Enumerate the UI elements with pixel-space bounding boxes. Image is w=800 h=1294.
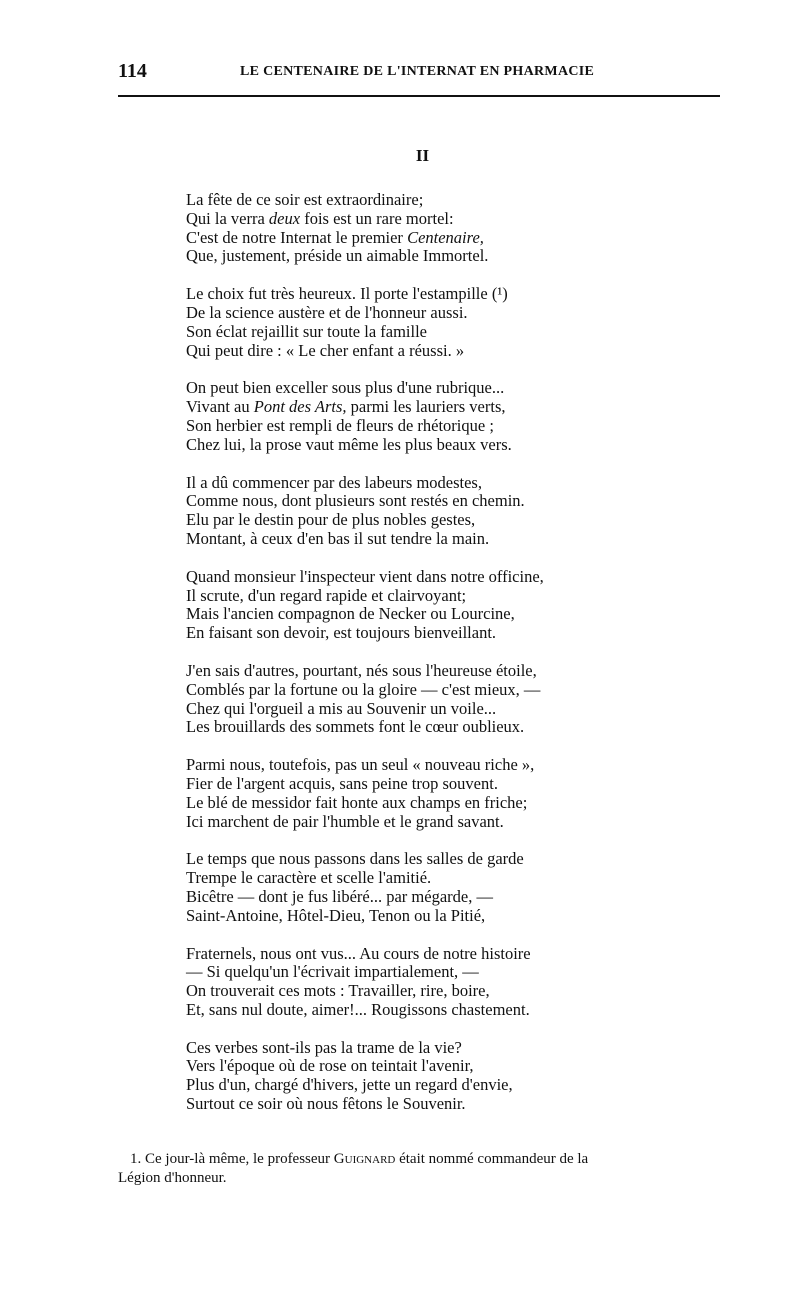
poem-line: Le blé de messidor fait honte aux champs en friche; <box>186 792 528 812</box>
poem-line: Quand monsieur l'inspecteur vient dans notre officine, <box>186 566 544 586</box>
stanza <box>186 191 746 266</box>
poem-line: En faisant son devoir, est toujours bienveillant. <box>186 623 497 643</box>
page-number: 114 <box>118 60 147 82</box>
poem-line: Et, sans nul doute, aimer!... Rougissons chastement. <box>186 999 530 1019</box>
stanza <box>186 756 746 831</box>
stanza <box>186 285 746 360</box>
header-rule <box>118 95 720 97</box>
poem-line: Comblés par la fortune ou la gloire — c'est mieux, — <box>186 679 541 699</box>
poem-line: Son herbier est rempli de fleurs de rhétorique ; <box>186 415 494 435</box>
stanza <box>186 379 746 454</box>
poem-line: Saint-Antoine, Hôtel-Dieu, Tenon ou la Pitié, <box>186 905 486 925</box>
poem-line: Bicêtre — dont je fus libéré... par mégarde, — <box>186 886 493 906</box>
footnote-text-after: était nommé commandeur de la <box>399 1151 589 1167</box>
poem-line: Comme nous, dont plusieurs sont restés en chemin. <box>186 491 525 511</box>
stanza <box>186 1039 746 1114</box>
poem-line: De la science austère et de l'honneur aussi. <box>186 302 468 322</box>
poem-line: Vers l'époque où de rose on teintait l'avenir, <box>186 1056 474 1076</box>
poem-line: Plus d'un, chargé d'hivers, jette un regard d'envie, <box>186 1075 513 1095</box>
stanza <box>186 945 746 1020</box>
poem-line: Il a dû commencer par des labeurs modestes, <box>186 472 482 492</box>
section-numeral: II <box>415 146 430 165</box>
poem-line: Montant, à ceux d'en bas il sut tendre la main. <box>186 528 490 548</box>
poem-line: Fier de l'argent acquis, sans peine trop souvent. <box>186 773 498 793</box>
poem-line: Le choix fut très heureux. Il porte l'estampille (¹) <box>186 284 508 304</box>
poem-line: Ces verbes sont-ils pas la trame de la vie? <box>186 1037 462 1057</box>
footnote-text-before: Ce jour-là même, le professeur <box>145 1151 331 1167</box>
footnote <box>118 1150 730 1188</box>
poem-line: J'en sais d'autres, pourtant, nés sous l'heureuse étoile, <box>186 660 537 680</box>
poem-line: Le temps que nous passons dans les salles de garde <box>186 849 524 869</box>
poem-line: Fraternels, nous ont vus... Au cours de notre histoire <box>186 943 531 963</box>
poem-line: Qui peut dire : « Le cher enfant a réussi. » <box>186 340 465 360</box>
poem-line: On trouverait ces mots : Travailler, rire, boire, <box>186 981 490 1001</box>
poem-line: C'est de notre Internat le premier Centenaire, <box>186 227 484 247</box>
page-header <box>0 0 800 100</box>
footnote-line-2: Légion d'honneur. <box>118 1170 227 1186</box>
poem-line: Chez lui, la prose vaut même les plus beaux vers. <box>186 434 512 454</box>
poem-line: — Si quelqu'un l'écrivait impartialement, — <box>186 962 479 982</box>
stanza <box>186 662 746 737</box>
poem-line: Il scrute, d'un regard rapide et clairvoyant; <box>186 585 467 605</box>
stanza <box>186 568 746 643</box>
poem-line: Chez qui l'orgueil a mis au Souvenir un voile... <box>186 698 497 718</box>
poem-line: Qui la verra deux fois est un rare mortel: <box>186 208 454 228</box>
stanza <box>186 850 746 925</box>
poem-line: Trempe le caractère et scelle l'amitié. <box>186 868 432 888</box>
poem-line: Vivant au Pont des Arts, parmi les lauriers verts, <box>186 397 506 417</box>
poem-line: Que, justement, préside un aimable Immortel. <box>186 246 489 266</box>
stanza <box>186 474 746 549</box>
poem-line: La fête de ce soir est extraordinaire; <box>186 190 424 209</box>
poem-line: On peut bien exceller sous plus d'une rubrique... <box>186 378 505 398</box>
footnote-line-1 <box>118 1150 730 1169</box>
poem <box>186 191 746 1133</box>
poem-line: Les brouillards des sommets font le cœur oublieux. <box>186 717 525 737</box>
poem-line: Parmi nous, toutefois, pas un seul « nouveau riche », <box>186 755 535 775</box>
poem-line: Ici marchent de pair l'humble et le grand savant. <box>186 811 504 831</box>
footnote-name: Guignard <box>333 1151 396 1167</box>
footnote-marker: 1. <box>130 1151 142 1167</box>
poem-line: Elu par le destin pour de plus nobles gestes, <box>186 510 476 530</box>
poem-line: Surtout ce soir où nous fêtons le Souvenir. <box>186 1094 466 1114</box>
poem-line: Mais l'ancien compagnon de Necker ou Lourcine, <box>186 604 515 624</box>
running-head: LE CENTENAIRE DE L'INTERNAT EN PHARMACIE <box>240 64 595 79</box>
poem-line: Son éclat rejaillit sur toute la famille <box>186 321 428 341</box>
